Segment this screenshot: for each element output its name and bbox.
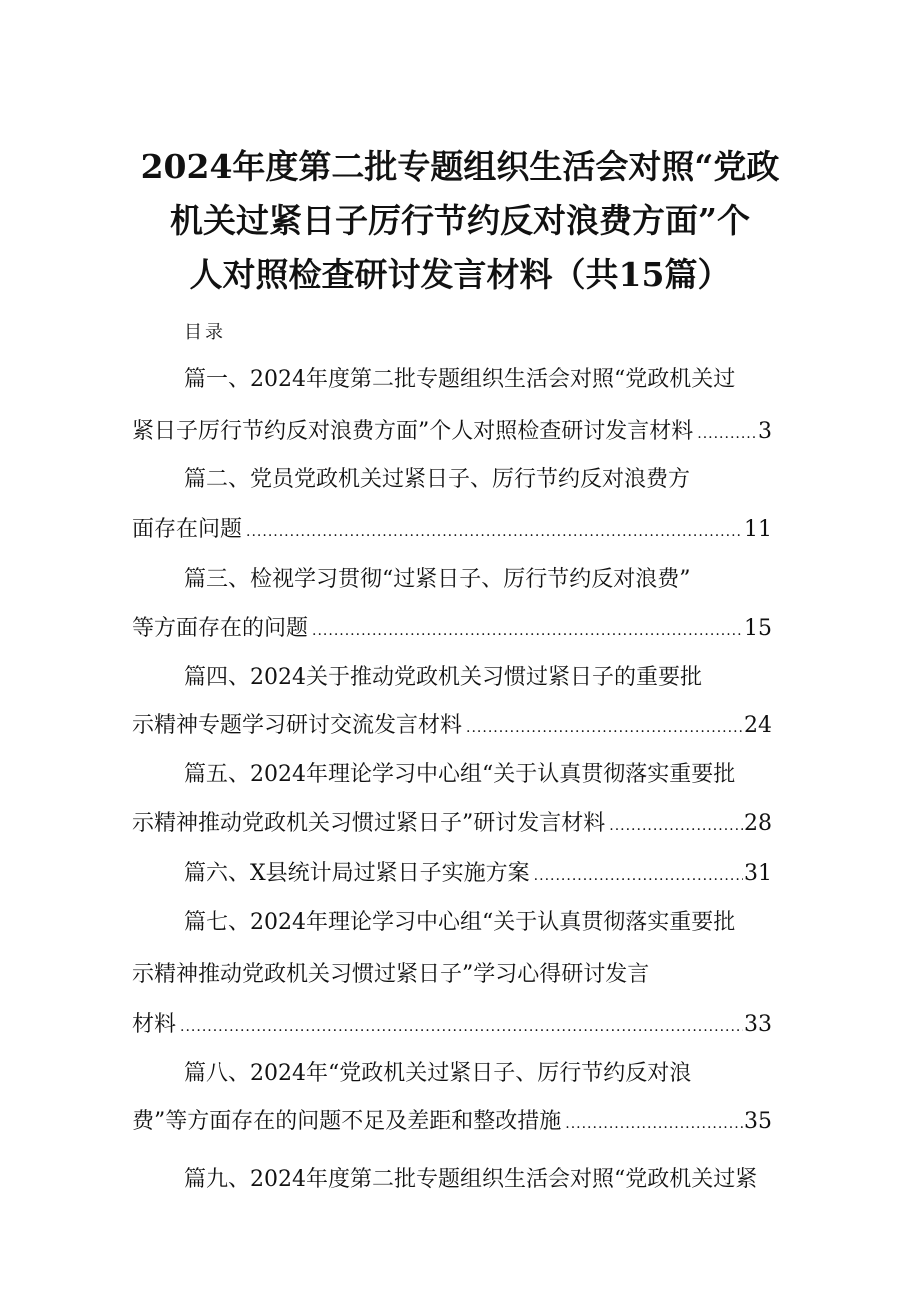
toc-entry-7-line-1: 篇七、2024年理论学习中心组“关于认真贯彻落实重要批 [184, 910, 736, 935]
toc-entry-5-line-2: 示精神推动党政机关习惯过紧日子”研讨发言材料 ..... 28 [132, 806, 772, 842]
toc-page-number: 35 [744, 1109, 772, 1134]
toc-entry-3-line-2: 等方面存在的问题 ..... 15 [132, 611, 772, 647]
document-title [100, 140, 820, 302]
toc-entry-6-line-1: 篇六、X县统计局过紧日子实施方案 ..... 31 [132, 856, 772, 892]
toc-leader-dots [312, 613, 743, 649]
toc-entry-2-line-1: 篇二、党员党政机关过紧日子、厉行节约反对浪费方 [184, 467, 691, 492]
toc-entry-8-line-2: 费”等方面存在的问题不足及差距和整改措施 ..... 35 [132, 1104, 772, 1140]
toc-entry-3-line-1: 篇三、检视学习贯彻“过紧日子、厉行节约反对浪费” [184, 567, 691, 592]
title-line-2: 机关过紧日子厉行节约反对浪费方面”个 [170, 201, 750, 240]
toc-leader-dots [466, 710, 743, 746]
toc-heading: 目录 [184, 322, 226, 343]
toc-leader-dots [180, 1009, 743, 1045]
toc-page-number: 15 [744, 616, 772, 641]
toc-entry-1-line-2: 紧日子厉行节约反对浪费方面”个人对照检查研讨发言材料 ..... 3 [132, 414, 772, 450]
toc-leader-dots [534, 858, 743, 894]
toc-page-number: 11 [744, 517, 772, 542]
toc-entry-1-line-1: 篇一、2024年度第二批专题组织生活会对照“党政机关过 [184, 367, 736, 392]
toc-leader-dots [246, 514, 743, 550]
toc-entry-4-line-1: 篇四、2024关于推动党政机关习惯过紧日子的重要批 [184, 665, 702, 690]
title-line-1: 2024年度第二批专题组织生活会对照“党政 [140, 147, 780, 186]
toc-page-number: 3 [758, 419, 772, 444]
toc-leader-dots [697, 416, 757, 452]
toc-entry-7-line-2: 示精神推动党政机关习惯过紧日子”学习心得研讨发言 [132, 962, 650, 987]
toc-entry-4-line-2: 示精神专题学习研讨交流发言材料 ..... 24 [132, 708, 772, 744]
toc-entry-8-line-1: 篇八、2024年“党政机关过紧日子、厉行节约反对浪 [184, 1061, 692, 1086]
toc-entry-2-line-2: 面存在问题 ..... 11 [132, 512, 772, 548]
toc-entry-7-line-3: 材料 ..... 33 [132, 1007, 772, 1043]
toc-leader-dots [565, 1106, 743, 1142]
toc-entry-9-line-1: 篇九、2024年度第二批专题组织生活会对照“党政机关过紧 [184, 1167, 758, 1192]
toc-leader-dots [609, 808, 743, 844]
title-line-3: 人对照检查研讨发言材料（共15篇） [189, 255, 731, 294]
toc-page-number: 28 [744, 811, 772, 836]
toc-page-number: 31 [744, 861, 772, 886]
toc-page-number: 33 [744, 1012, 772, 1037]
toc-entry-5-line-1: 篇五、2024年理论学习中心组“关于认真贯彻落实重要批 [184, 762, 736, 787]
toc-page-number: 24 [744, 713, 772, 738]
